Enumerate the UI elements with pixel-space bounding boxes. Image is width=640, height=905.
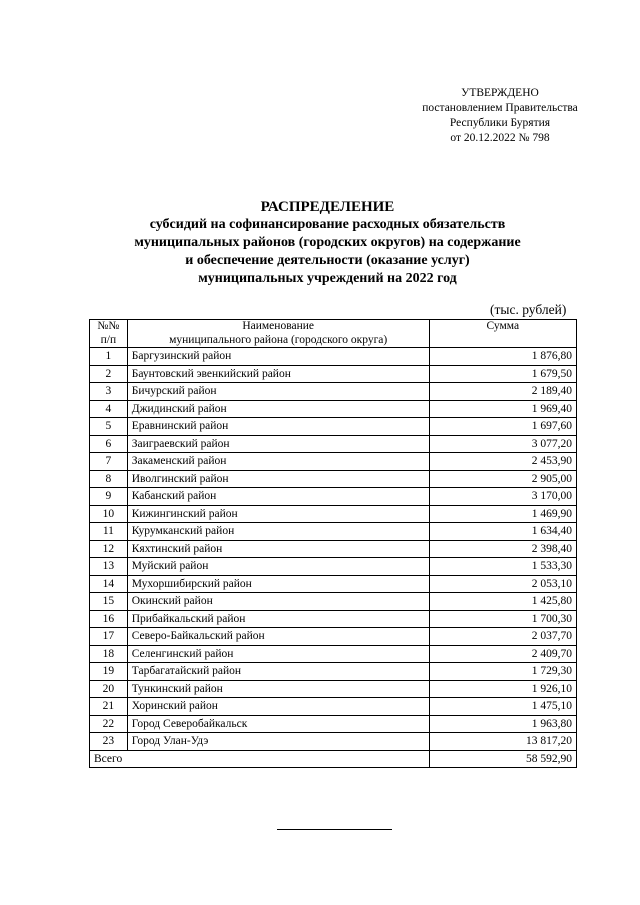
header-sum: Сумма xyxy=(429,320,576,348)
approval-issuer: постановлением Правительства xyxy=(422,102,578,114)
title-line: субсидий на софинансирование расходных обязательств xyxy=(149,217,506,232)
row-number: 23 xyxy=(90,733,128,751)
row-number: 4 xyxy=(90,400,128,418)
row-name: Тарбагатайский район xyxy=(127,663,429,681)
row-sum: 3 077,20 xyxy=(429,435,576,453)
row-number: 13 xyxy=(90,558,128,576)
row-sum: 1 876,80 xyxy=(429,348,576,366)
row-name: Джидинский район xyxy=(127,400,429,418)
approval-stamp xyxy=(395,86,605,146)
row-sum: 1 697,60 xyxy=(429,418,576,436)
table-row xyxy=(90,348,577,366)
total-label: Всего xyxy=(90,750,430,768)
row-sum: 1 700,30 xyxy=(429,610,576,628)
row-name: Мухоршибирский район xyxy=(127,575,429,593)
table-header-row xyxy=(90,320,577,348)
row-sum: 2 037,70 xyxy=(429,628,576,646)
row-number: 10 xyxy=(90,505,128,523)
row-number: 9 xyxy=(90,488,128,506)
row-sum: 2 189,40 xyxy=(429,383,576,401)
table-row xyxy=(90,558,577,576)
table-row xyxy=(90,715,577,733)
row-name: Северо-Байкальский район xyxy=(127,628,429,646)
table-row xyxy=(90,488,577,506)
row-sum: 2 453,90 xyxy=(429,453,576,471)
header-number-line1: №№ xyxy=(97,320,120,332)
row-name: Курумканский район xyxy=(127,523,429,541)
row-name: Заиграевский район xyxy=(127,435,429,453)
row-sum: 1 969,40 xyxy=(429,400,576,418)
table-row xyxy=(90,365,577,383)
approval-region: Республики Бурятия xyxy=(449,117,551,129)
row-name: Город Северобайкальск xyxy=(127,715,429,733)
distribution-table xyxy=(89,319,577,768)
table-row xyxy=(90,610,577,628)
header-name xyxy=(127,320,429,348)
document-title xyxy=(60,198,595,288)
row-number: 6 xyxy=(90,435,128,453)
row-name: Город Улан-Удэ xyxy=(127,733,429,751)
row-number: 14 xyxy=(90,575,128,593)
table-row xyxy=(90,680,577,698)
table-row xyxy=(90,663,577,681)
approval-date: от 20.12.2022 № 798 xyxy=(450,132,550,144)
table-row xyxy=(90,453,577,471)
title-line: муниципальных учреждений на 2022 год xyxy=(198,271,457,286)
row-sum: 1 729,30 xyxy=(429,663,576,681)
row-sum: 1 475,10 xyxy=(429,698,576,716)
header-name-line1: Наименование xyxy=(242,320,314,332)
row-name: Тункинский район xyxy=(127,680,429,698)
row-number: 11 xyxy=(90,523,128,541)
table-row xyxy=(90,418,577,436)
row-sum: 13 817,20 xyxy=(429,733,576,751)
table-row xyxy=(90,470,577,488)
table-row xyxy=(90,593,577,611)
row-name: Прибайкальский район xyxy=(127,610,429,628)
header-number-line2: п/п xyxy=(100,333,117,346)
row-number: 8 xyxy=(90,470,128,488)
row-name: Кяхтинский район xyxy=(127,540,429,558)
row-sum: 2 409,70 xyxy=(429,645,576,663)
row-number: 2 xyxy=(90,365,128,383)
row-sum: 3 170,00 xyxy=(429,488,576,506)
approval-heading: УТВЕРЖДЕНО xyxy=(461,87,539,99)
table-row xyxy=(90,435,577,453)
table-row xyxy=(90,628,577,646)
row-name: Муйский район xyxy=(127,558,429,576)
row-number: 19 xyxy=(90,663,128,681)
row-sum: 1 469,90 xyxy=(429,505,576,523)
header-name-line2: муниципального района (городского округа) xyxy=(169,333,388,346)
row-number: 12 xyxy=(90,540,128,558)
table-row xyxy=(90,575,577,593)
row-name: Закаменский район xyxy=(127,453,429,471)
footer-divider xyxy=(277,829,392,830)
row-sum: 1 425,80 xyxy=(429,593,576,611)
row-name: Хоринский район xyxy=(127,698,429,716)
total-row xyxy=(90,750,577,768)
row-number: 17 xyxy=(90,628,128,646)
title-main: РАСПРЕДЕЛЕНИЕ xyxy=(260,199,395,215)
row-sum: 1 679,50 xyxy=(429,365,576,383)
row-number: 22 xyxy=(90,715,128,733)
row-number: 5 xyxy=(90,418,128,436)
table-row xyxy=(90,383,577,401)
row-number: 1 xyxy=(90,348,128,366)
table-body xyxy=(90,348,577,751)
units-note: (тыс. рублей) xyxy=(490,302,567,317)
row-sum: 2 053,10 xyxy=(429,575,576,593)
table-row xyxy=(90,505,577,523)
table-row xyxy=(90,733,577,751)
row-name: Окинский район xyxy=(127,593,429,611)
total-sum: 58 592,90 xyxy=(429,750,576,768)
row-number: 3 xyxy=(90,383,128,401)
row-name: Еравнинский район xyxy=(127,418,429,436)
row-name: Кабанский район xyxy=(127,488,429,506)
table-row xyxy=(90,523,577,541)
header-number xyxy=(90,320,128,348)
table-row xyxy=(90,400,577,418)
row-sum: 2 398,40 xyxy=(429,540,576,558)
table-row xyxy=(90,540,577,558)
row-number: 21 xyxy=(90,698,128,716)
row-sum: 2 905,00 xyxy=(429,470,576,488)
title-line: муниципальных районов (городских округов) на содержание xyxy=(134,235,521,250)
row-sum: 1 634,40 xyxy=(429,523,576,541)
row-sum: 1 926,10 xyxy=(429,680,576,698)
row-sum: 1 963,80 xyxy=(429,715,576,733)
row-name: Баргузинский район xyxy=(127,348,429,366)
row-name: Кижингинский район xyxy=(127,505,429,523)
row-number: 15 xyxy=(90,593,128,611)
table-row xyxy=(90,698,577,716)
title-line: и обеспечение деятельности (оказание услуг) xyxy=(185,253,470,268)
row-name: Баунтовский эвенкийский район xyxy=(127,365,429,383)
row-number: 16 xyxy=(90,610,128,628)
row-number: 20 xyxy=(90,680,128,698)
row-name: Иволгинский район xyxy=(127,470,429,488)
row-name: Селенгинский район xyxy=(127,645,429,663)
row-number: 7 xyxy=(90,453,128,471)
table-row xyxy=(90,645,577,663)
row-sum: 1 533,30 xyxy=(429,558,576,576)
row-name: Бичурский район xyxy=(127,383,429,401)
row-number: 18 xyxy=(90,645,128,663)
